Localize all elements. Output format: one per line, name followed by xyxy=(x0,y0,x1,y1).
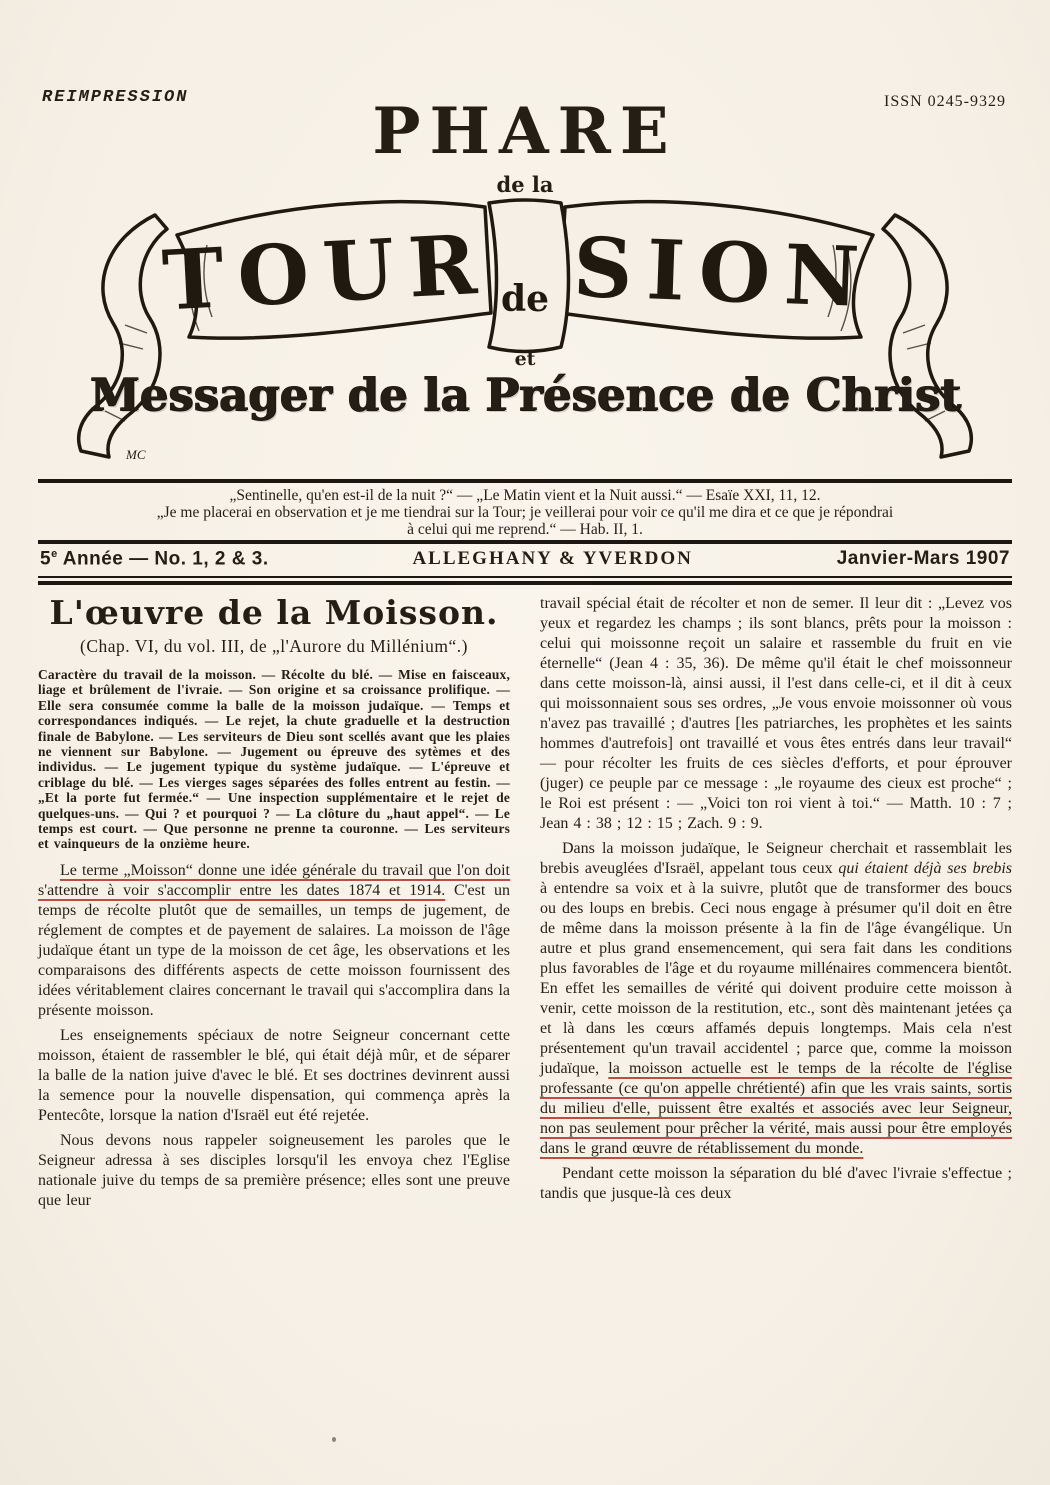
reimpression-label: REIMPRESSION xyxy=(42,88,189,107)
issue-number-superscript: e xyxy=(51,548,58,560)
ribbon-banner xyxy=(65,195,985,465)
banner-word-sion: SION xyxy=(571,219,875,327)
article-title: L'œuvre de la Moisson. xyxy=(49,593,499,632)
masthead-de-la: de la xyxy=(496,172,554,197)
chapter-note: (Chap. VI, du vol. III, de „l'Aurore du Millénium“.) xyxy=(80,635,468,656)
engraver-signature: MC xyxy=(126,447,146,462)
epigraph-line-3: à celui qui me reprend.“ — Hab. II, 1. xyxy=(407,521,643,538)
publication-places: ALLEGHANY & YVERDON xyxy=(412,548,693,570)
paragraph: Les enseignements spéciaux de notre Seigneur concernant cette moisson, étaient de rassembler le blé, qui était déjà mûr, et de séparer la balle de la nation juive d'avec le blé. Et ses doctrines devinrent aussi la semence pour la nouvelle dispensation, qui commença après la Pentecôte, lorsque la nation d'Israël eut été rejetée. xyxy=(38,1026,510,1124)
paragraph-text: à entendre sa voix et à la suivre, plutôt que de transformer des boucs ou des loups en brebis. Ceci nous engage à présumer qu'il doit en être de même dans la moisson présente à la fin de l'âge évangélique. Un autre et plus grand ensemencement, qui sera fait dans les conditions plus favorables de l'âge et du royaume millénaires commencera bientôt. En effet les semailles de vérité qui doivent produire cette moisson à venir, cette moisson de la restitution, etc., sont dès maintenant jetées ça et là dans les cœurs affamés depuis longtemps. Mais cela n'est présentement qu'un travail accidentel ; parce que, comme la moisson judaïque, xyxy=(540,880,1012,1077)
chapter-summary: Caractère du travail de la moisson. — Récolte du blé. — Mise en faisceaux, liage et brûlement de l'ivraie. — Son origine et sa croissance prolifique. — Elle sera consumée comme la balle de la moisson judaïque. — Temps et correspondances indiqués. — Le rejet, la chute graduelle et la destruction finale de Babylone. — Les serviteurs de Dieu sont scellés avant que les plaies ne viennent sur Babylone. — Jugement ou épreuve des sytèmes et des individus. — Le jugement typique du système judaïque. — L'épreuve et criblage du blé. — Les vierges sages séparées des folles entrent au festin. — „Et la porte fut fermée.“ — Une inspection supplémentaire et le rejet de quelques-uns. — Qui ? et pourquoi ? — La clôture du „haut appel“. — Le temps est court. — Que personne ne prenne ta couronne. — Les serviteurs et vainqueurs de la onzième heure. xyxy=(38,666,510,852)
epigraph-line-2: „Je me placerai en observation et je me tiendrai sur la Tour; je veillerai pour voir ce qu'il me dira et ce que je répondrai xyxy=(156,504,894,521)
banner-word-tour: TOUR xyxy=(160,216,493,330)
paragraph: Pendant cette moisson la séparation du blé d'avec l'ivraie s'effectue ; tandis que jusque-là ces deux xyxy=(540,1165,1012,1202)
article-body xyxy=(38,594,1012,1211)
rule-above-issue-bar xyxy=(38,540,1012,544)
paragraph-text: C'est un temps de récolte plutôt que de semailles, un temps de jugement, de réglement de comptes et de payement de salaires. La moisson de l'âge judaïque étant un type de la moisson de cet âge, les observations et les comparaisons des différents aspects de cette moisson fournissent des idées véritablement claires concernant le travail qui s'accomplira dans la présente moisson. xyxy=(38,881,510,1019)
issue-number: 5e Année — No. 1, 2 & 3. xyxy=(40,548,269,570)
red-underlined-passage: Le terme „Moisson“ donne une idée générale du travail que l'on doit s'attendre à voir s'accomplir entre les dates 1874 et 1914. xyxy=(38,861,510,899)
paragraph xyxy=(38,861,510,1021)
paragraph-text: Dans la moisson judaïque, le Seigneur cherchait et rassemblait les brebis aveuglées d'Israël, appelant tous ceux xyxy=(540,840,1012,877)
masthead-title-phare: PHARE xyxy=(372,94,678,169)
paragraph: travail spécial était de récolter et non de semer. Il leur dit : „Levez vos yeux et regardez les champs ; ils sont blancs, prêts pour la moisson : celui qui moissonne reçoit un salaire et rassemble du fruit en vie éternelle“ (Jean 4 : 35, 36). De même qu'il était le chef moissonneur dans cette moisson-là, ainsi aussi, il l'est dans celle-ci, et il dit à ceux qui moissonnaient sous ses ordres, „Je vous envoie moissonner où vous n'avez pas travaillé ; d'autres [les patriarches, les prophètes et les saints hommes d'autrefois] ont travaillé et vous êtes entrés dans leur travail“ — pour récolter les fruits de ces siècles d'efforts, et pour éprouver (juger) ce peuple par ce message : „le royaume des cieux est proche“ ; le Roi est présent : — „Voici ton roi vient à toi.“ — Matth. 10 : 7 ; Jean 4 : 38 ; 12 : 15 ; Zach. 9 : 9. xyxy=(540,595,1012,832)
issue-bar xyxy=(40,548,1010,570)
rule-below-issue-bar-thin xyxy=(38,576,1012,578)
rule-above-epigraph xyxy=(38,479,1012,483)
issn-label: ISSN 0245-9329 xyxy=(883,93,1006,110)
ribbon-center-knot xyxy=(489,200,569,352)
italic-passage: qui étaient déjà ses brebis xyxy=(838,860,1012,877)
epigraph-line-1: „Sentinelle, qu'en est-il de la nuit ?“ — „Le Matin vient et la Nuit aussi.“ — Esaïe XXI, 11, 12. xyxy=(229,487,821,504)
left-column xyxy=(38,594,510,1211)
masthead-subtitle: Messager de la Présence de Christ xyxy=(89,368,961,421)
paper-speck xyxy=(332,1437,336,1442)
red-underlined-passage: la moisson actuelle est le temps de la récolte de l'église professante (ce qu'on appelle chrétienté) afin que les vrais saints, sortis du milieu d'elle, puissent être exaltés et associés avec leur Seigneur, non pas seulement pour prêcher la vérité, mais aussi pour être employés dans le grand œuvre de rétablissement du monde. xyxy=(540,1060,1013,1157)
issue-date: Janvier-Mars 1907 xyxy=(836,548,1010,570)
banner-word-de: de xyxy=(500,278,550,320)
ribbon-banner-illustration xyxy=(65,195,985,465)
right-column xyxy=(540,594,1012,1211)
masthead-et: et xyxy=(514,348,536,370)
paragraph: Nous devons nous rappeler soigneusement les paroles que le Seigneur adressa à ses disciples lorsqu'il les envoya chez l'Eglise nationale juive du temps de sa première présence; elles sont une preuve que leur xyxy=(38,1131,510,1209)
paragraph xyxy=(540,839,1012,1159)
rule-below-issue-bar-thick xyxy=(38,581,1012,585)
